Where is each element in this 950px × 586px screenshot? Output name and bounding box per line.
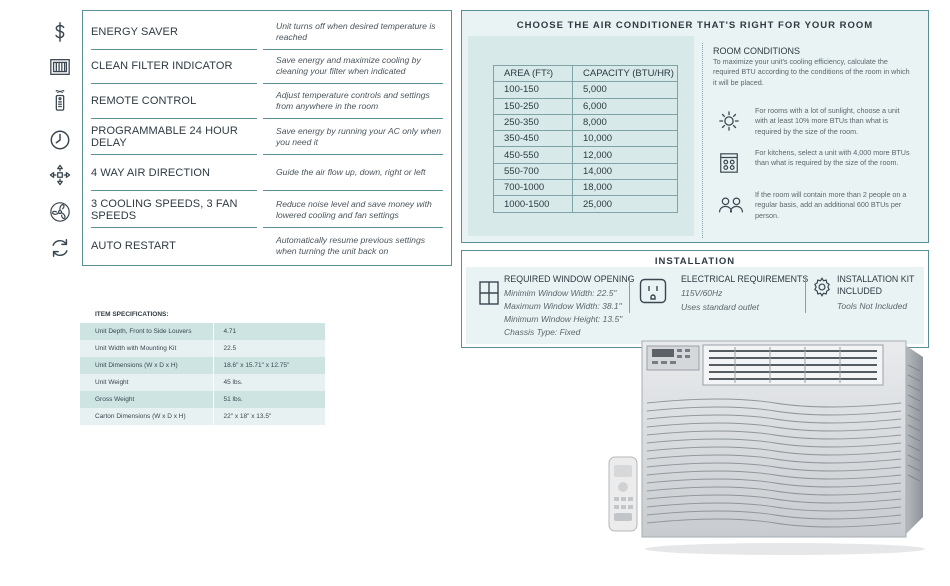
table-row [80,374,325,391]
capacity-cell: 14,000 [573,163,678,179]
capacity-cell: 12,000 [573,147,678,163]
spec-value: 4.71 [213,323,325,340]
restart-icon [48,236,72,260]
feature-description: Save energy and maximize cooling by cleaning your filter when indicated [276,54,421,76]
table-row [494,98,678,114]
capacity-cell: 5,000 [573,82,678,98]
room-condition-text: If the room will contain more than 2 people on a regular basis, add an additional 600 BTUs per person. [755,190,907,220]
spec-name: Carton Dimensions (W x D x H) [80,408,213,425]
feature-description: Adjust temperature controls and settings from anywhere in the room [276,89,430,111]
spec-name: Gross Weight [80,391,213,408]
remote-icon [48,89,72,113]
gear-icon [811,274,833,300]
column-header-capacity: CAPACITY (BTU/HR) [573,66,678,82]
installation-title: INSTALLATION [654,256,736,267]
spec-value: 22.5 [213,340,325,357]
spec-value: 45 lbs. [213,374,325,391]
feature-row [83,14,451,50]
room-conditions-intro: To maximize your unit's cooling efficiency, calculate the required BTU according to the conditions of the room in which it will be placed. [713,57,910,87]
outlet-icon [639,278,667,304]
spec-value: 22" x 18" x 13.5" [213,408,325,425]
area-cell: 450-550 [494,147,573,163]
sun-icon [718,110,742,134]
table-header-row [494,66,678,82]
room-condition-item [712,106,922,142]
specifications-title: ITEM SPECIFICATIONS: [95,311,169,318]
electrical-line: Uses standard outlet [681,302,759,312]
spec-name: Unit Dimensions (W x D x H) [80,357,213,374]
room-condition-text: For kitchens, select a unit with 4,000 more BTUs than what is required by the size of the room. [755,148,910,168]
feature-description: Guide the air flow up, down, right or left [276,167,426,178]
window-icon [478,280,500,306]
room-condition-item [712,148,922,184]
dollar-icon [48,20,72,44]
table-row [80,408,325,425]
electrical-line: 115V/60Hz [681,288,723,298]
feature-label: REMOTE CONTROL [91,95,197,107]
capacity-cell: 6,000 [573,98,678,114]
area-cell: 100-150 [494,82,573,98]
feature-label: 3 COOLING SPEEDS, 3 FAN SPEEDS [91,198,238,222]
area-cell: 250-350 [494,114,573,130]
features-panel [82,10,452,266]
room-condition-text: For rooms with a lot of sunlight, choose a unit with at least 10% more BTUs than what is required by the size of the room. [755,106,900,136]
table-row [494,82,678,98]
table-row [494,196,678,212]
choose-title: CHOOSE THE AIR CONDITIONER THAT'S RIGHT FOR YOUR ROOM [516,20,874,31]
feature-row [83,192,451,228]
room-condition-item [712,190,922,226]
spec-name: Unit Weight [80,374,213,391]
table-row [494,180,678,196]
feature-label: ENERGY SAVER [91,26,178,38]
area-cell: 700-1000 [494,180,573,196]
feature-description: Unit turns off when desired temperature is reached [276,20,436,42]
installation-details [466,267,924,344]
feature-description: Save energy by running your AC only when you need it [276,125,441,147]
divider [805,277,806,313]
choose-panel [461,10,929,243]
feature-row [83,228,451,264]
table-row [494,114,678,130]
table-row [80,357,325,374]
area-cell: 1000-1500 [494,196,573,212]
table-row [494,147,678,163]
kit-line: Tools Not Included [837,301,908,311]
capacity-cell: 8,000 [573,114,678,130]
window-line: Minimum Window Height: 13.5" [504,314,623,324]
spec-value: 51 lbs. [213,391,325,408]
area-cell: 150-250 [494,98,573,114]
capacity-cell: 18,000 [573,180,678,196]
electrical-heading: ELECTRICAL REQUIREMENTS [681,274,809,284]
window-line: Minimim Window Width: 22.5" [504,288,617,298]
air-conditioner-image [605,335,935,565]
kit-heading: INSTALLATION KIT [837,274,915,284]
feature-label: AUTO RESTART [91,240,176,252]
spec-name: Unit Width with Mounting Kit [80,340,213,357]
capacity-cell: 25,000 [573,196,678,212]
fan-icon [48,200,72,224]
feature-row [83,48,451,84]
column-header-area: AREA (FT²) [494,66,573,82]
window-heading: REQUIRED WINDOW OPENING [504,274,635,284]
kit-heading: INCLUDED [837,286,882,296]
feature-label: 4 WAY AIR DIRECTION [91,167,211,179]
spec-name: Unit Depth, Front to Side Louvers [80,323,213,340]
specifications-table [80,323,325,425]
table-row [494,131,678,147]
area-cell: 550-700 [494,163,573,179]
table-row [80,340,325,357]
stove-icon [718,152,742,176]
table-row [494,163,678,179]
area-cell: 350-450 [494,131,573,147]
room-conditions-title: ROOM CONDITIONS [713,46,800,56]
filter-icon [48,55,72,79]
capacity-cell: 10,000 [573,131,678,147]
feature-label: CLEAN FILTER INDICATOR [91,60,233,72]
table-row [80,323,325,340]
feature-row [83,119,451,155]
window-line: Chassis Type: Fixed [504,327,581,337]
feature-label: PROGRAMMABLE 24 HOUR DELAY [91,125,238,149]
window-line: Maximum Window Width: 38.1" [504,301,622,311]
spec-value: 18.6" x 15.71" x 12.75" [213,357,325,374]
clock-icon [48,128,72,152]
installation-panel [461,250,929,348]
feature-description: Automatically resume previous settings when turning the unit back on [276,234,426,256]
divider [702,43,703,238]
btu-table [493,65,678,213]
arrows-icon [48,163,72,187]
people-icon [718,194,744,218]
feature-description: Reduce noise level and save money with lowered cooling and fan settings [276,198,432,220]
feature-row [83,83,451,119]
btu-table-panel [468,36,694,236]
table-row [80,391,325,408]
feature-row [83,155,451,191]
divider [629,277,630,313]
